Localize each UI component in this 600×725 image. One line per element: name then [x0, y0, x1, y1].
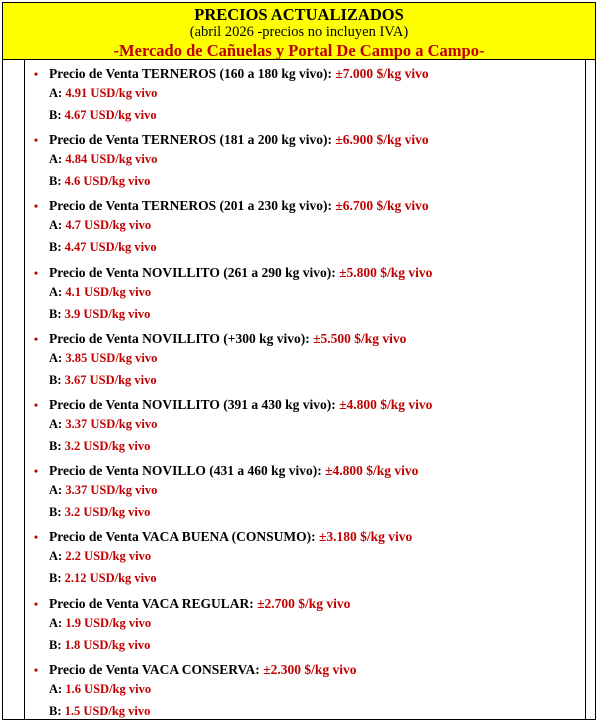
grade-b-row [49, 107, 157, 124]
grade-a-row [49, 416, 157, 433]
price-line [49, 65, 429, 83]
grade-a-value: 4.84 USD/kg vivo [65, 152, 158, 167]
grade-a-value: 3.37 USD/kg vivo [65, 483, 158, 498]
price-item [3, 659, 595, 725]
category-label: Precio de Venta TERNEROS (160 a 180 kg vivo): [49, 66, 333, 81]
grade-a-key: A: [49, 86, 63, 100]
price-item [3, 394, 595, 460]
grade-a-key: A: [49, 615, 63, 630]
grade-b-key: B: [49, 240, 62, 255]
price-item [3, 593, 595, 659]
peso-price: ±2.700 $/kg vivo [257, 595, 351, 611]
bullet-icon: • [33, 133, 39, 148]
grade-a-value: 3.85 USD/kg vivo [65, 350, 158, 365]
grade-b-row [49, 372, 157, 389]
header-banner [3, 3, 595, 60]
grade-a-row [49, 85, 157, 102]
price-item [3, 460, 595, 526]
grade-a-row [49, 217, 151, 234]
peso-price: ±2.300 $/kg vivo [263, 661, 357, 677]
grade-b-row [49, 570, 157, 587]
price-line [49, 396, 432, 414]
price-item [3, 63, 595, 129]
grade-b-row [49, 703, 150, 720]
grade-b-row [49, 438, 150, 455]
grade-a-key: A: [49, 681, 63, 696]
grade-a-key: A: [49, 350, 63, 365]
grade-b-value: 3.67 USD/kg vivo [64, 372, 157, 387]
bullet-icon: • [33, 397, 39, 412]
grade-a-key: A: [49, 483, 63, 498]
price-sheet [2, 2, 596, 720]
category-label: Precio de Venta TERNEROS (201 a 230 kg vivo): [49, 198, 333, 214]
bullet-icon: • [33, 464, 39, 479]
grade-b-row [49, 637, 150, 654]
price-line [49, 661, 356, 679]
page-subtitle: (abril 2026 -precios no incluyen IVA) [189, 24, 409, 40]
grade-b-row [49, 239, 157, 256]
grade-b-row [49, 504, 150, 521]
grade-b-key: B: [49, 505, 62, 520]
peso-price: ±6.900 $/kg vivo [335, 132, 429, 148]
grade-a-row [49, 284, 151, 301]
grade-b-value: 3.2 USD/kg vivo [64, 505, 151, 520]
price-item [3, 262, 595, 328]
price-item [3, 195, 595, 261]
price-line [49, 330, 406, 348]
grade-a-key: A: [49, 152, 63, 167]
grade-a-key: A: [49, 218, 63, 233]
grade-b-key: B: [49, 174, 62, 189]
price-item [3, 526, 595, 592]
category-label: Precio de Venta NOVILLITO (+300 kg vivo): [49, 330, 310, 346]
grade-b-key: B: [49, 438, 62, 453]
grade-a-value: 4.1 USD/kg vivo [65, 284, 152, 299]
grade-a-value: 4.91 USD/kg vivo [65, 86, 158, 100]
grade-b-value: 1.8 USD/kg vivo [64, 637, 151, 652]
bullet-icon: • [33, 596, 39, 611]
page-title: PRECIOS ACTUALIZADOS [194, 5, 404, 24]
category-label: Precio de Venta VACA BUENA (CONSUMO): [49, 529, 316, 545]
grade-a-key: A: [49, 284, 63, 299]
bullet-icon: • [33, 265, 39, 280]
bullet-icon: • [33, 199, 39, 214]
price-line [49, 131, 429, 149]
category-label: Precio de Venta NOVILLITO (391 a 430 kg vivo): [49, 396, 336, 412]
bullet-icon: • [33, 530, 39, 545]
grade-b-value: 4.67 USD/kg vivo [64, 108, 157, 122]
grade-a-row [49, 151, 157, 168]
grade-b-value: 4.6 USD/kg vivo [64, 174, 151, 189]
grade-b-key: B: [49, 703, 62, 718]
grade-a-row [49, 681, 151, 698]
grade-a-value: 1.6 USD/kg vivo [65, 681, 152, 696]
grade-b-value: 1.5 USD/kg vivo [64, 703, 151, 718]
price-item [3, 328, 595, 394]
grade-b-key: B: [49, 306, 62, 321]
price-line [49, 595, 350, 613]
grade-b-value: 3.9 USD/kg vivo [64, 306, 151, 321]
bullet-icon: • [33, 331, 39, 346]
grade-b-value: 2.12 USD/kg vivo [64, 571, 157, 586]
grade-a-key: A: [49, 549, 63, 564]
price-item [3, 129, 595, 195]
peso-price: ±7.000 $/kg vivo [335, 66, 429, 81]
peso-price: ±5.500 $/kg vivo [313, 330, 407, 346]
category-label: Precio de Venta VACA CONSERVA: [49, 661, 260, 677]
grade-a-value: 1.9 USD/kg vivo [65, 615, 152, 630]
peso-price: ±4.800 $/kg vivo [325, 463, 419, 479]
grade-b-key: B: [49, 108, 62, 122]
grade-a-row [49, 548, 151, 565]
grade-b-value: 4.47 USD/kg vivo [64, 240, 157, 255]
peso-price: ±3.180 $/kg vivo [319, 529, 413, 545]
grade-a-value: 3.37 USD/kg vivo [65, 416, 158, 431]
grade-a-row [49, 350, 157, 367]
category-label: Precio de Venta TERNEROS (181 a 200 kg vivo): [49, 132, 333, 148]
category-label: Precio de Venta NOVILLO (431 a 460 kg vivo): [49, 463, 322, 479]
grade-b-key: B: [49, 637, 62, 652]
grade-a-value: 2.2 USD/kg vivo [65, 549, 152, 564]
category-label: Precio de Venta VACA REGULAR: [49, 595, 254, 611]
price-line [49, 528, 412, 546]
price-list [3, 63, 595, 725]
peso-price: ±4.800 $/kg vivo [339, 396, 433, 412]
grade-b-row [49, 173, 150, 190]
grade-a-row [49, 615, 151, 632]
market-source: -Mercado de Cañuelas y Portal De Campo a Campo- [113, 41, 485, 60]
peso-price: ±5.800 $/kg vivo [339, 264, 433, 280]
peso-price: ±6.700 $/kg vivo [335, 198, 429, 214]
grade-b-key: B: [49, 571, 62, 586]
grade-a-row [49, 482, 157, 499]
grade-b-row [49, 306, 150, 323]
bullet-icon: • [33, 67, 39, 81]
grade-b-value: 3.2 USD/kg vivo [64, 438, 151, 453]
category-label: Precio de Venta NOVILLITO (261 a 290 kg vivo): [49, 264, 336, 280]
grade-a-value: 4.7 USD/kg vivo [65, 218, 152, 233]
price-line [49, 264, 432, 282]
grade-b-key: B: [49, 372, 62, 387]
grade-a-key: A: [49, 416, 63, 431]
price-line [49, 462, 418, 480]
price-line [49, 197, 429, 215]
bullet-icon: • [33, 662, 39, 677]
